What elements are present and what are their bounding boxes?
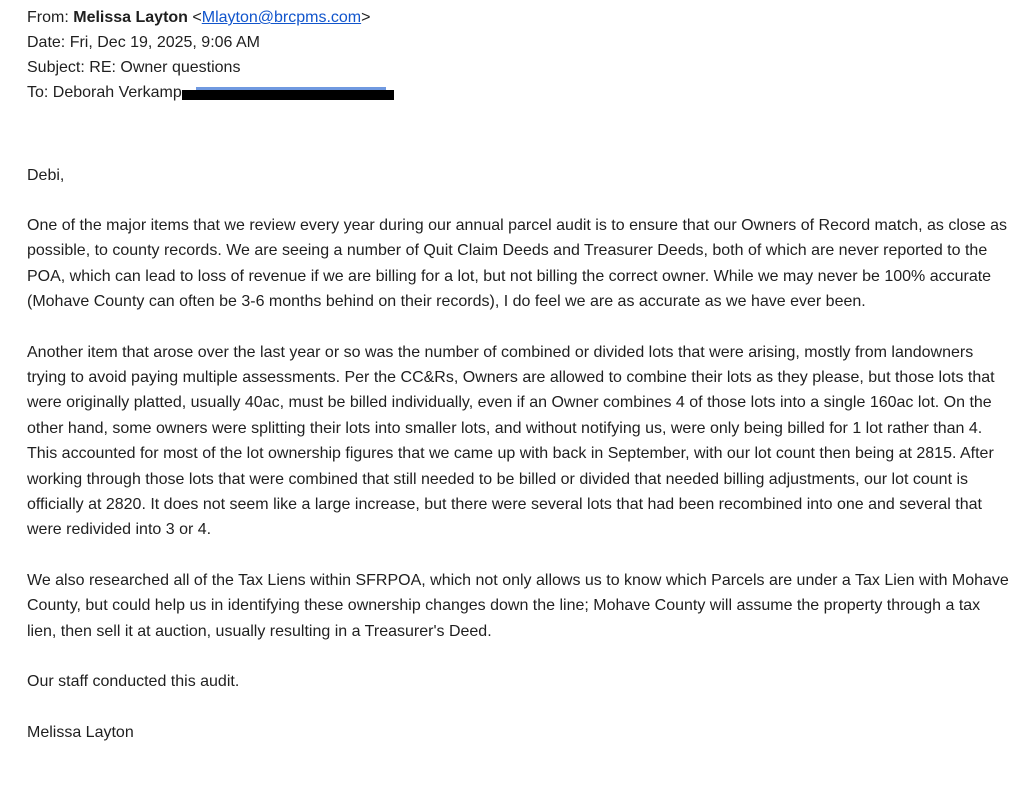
recipient-name: To: Deborah Verkamp bbox=[27, 84, 182, 101]
subject-line: Subject: RE: Owner questions bbox=[27, 59, 241, 76]
sender-email-link[interactable]: Mlayton@brcpms.com bbox=[201, 9, 362, 26]
email-message bbox=[27, 0, 1012, 745]
redacted-recipient-email bbox=[182, 80, 397, 105]
greeting: Debi, bbox=[27, 167, 65, 184]
paragraph-combined-lots: Another item that arose over the last year or so was the number of combined or divided lots that were arising, mostly from landowners trying to avoid paying multiple assessments. Per the CC&Rs, Owners are allowed to combine their lots as they please, but those lots that were originally platted, usually 40ac, must be billed individually, even if an Owner combines 4 of those lots into a single 160ac lot. On the other hand, some owners were splitting their lots into smaller lots, and without notifying us, were only being billed for 1 lot rather than 4. This accounted for most of the lot ownership figures that we came up with back in September, with our lot count then being at 2815. After working through those lots that were combined that still needed to be billed or divided that needed billing adjustments, our lot count is officially at 2820. It does not seem like a large increase, but there were several lots that had been recombined into one and several that were redivided into 3 or 4. bbox=[27, 343, 995, 539]
sender-name: Melissa Layton bbox=[73, 9, 188, 26]
signature: Melissa Layton bbox=[27, 723, 134, 741]
email-close-bracket: > bbox=[361, 9, 371, 26]
paragraph-parcel-audit: One of the major items that we review every year during our annual parcel audit is to ensure that our Owners of Record match, as close as possible, to county records. We are seeing a number of Quit Claim Deeds and Treasurer Deeds, both of which are never reported to the POA, which can lead to loss of revenue if we are billing for a lot, but not billing the correct owner. While we may never be 100% accurate (Mohave County can often be 3-6 months behind on their records), I do feel we are as accurate as we have ever been. bbox=[27, 217, 1008, 311]
to-line bbox=[27, 80, 1012, 105]
date-line: Date: Fri, Dec 19, 2025, 9:06 AM bbox=[27, 34, 261, 51]
email-header bbox=[27, 5, 1012, 105]
from-line bbox=[27, 5, 1012, 30]
email-open-bracket: < bbox=[192, 9, 202, 26]
paragraph-tax-liens: We also researched all of the Tax Liens within SFRPOA, which not only allows us to know which Parcels are under a Tax Lien with Mohave County, but could help us in identifying these ownership changes down the line; Mohave County will assume the property through a tax lien, then sell it at auction, usually resulting in a Treasurer's Deed. bbox=[27, 571, 1009, 640]
redaction-bar bbox=[182, 90, 394, 100]
paragraph-staff-audit: Our staff conducted this audit. bbox=[27, 673, 240, 691]
email-body bbox=[27, 163, 1012, 745]
from-label: From: bbox=[27, 9, 69, 26]
